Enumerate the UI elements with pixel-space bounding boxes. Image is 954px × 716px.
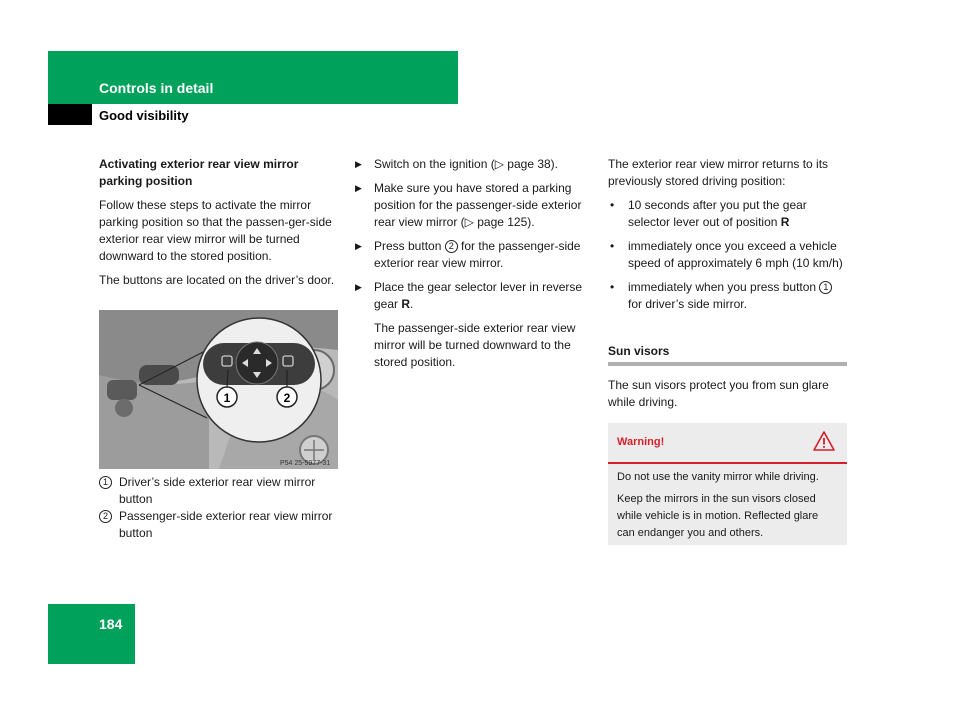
step-1-text: Switch on the ignition (▷ page 38). (374, 157, 559, 171)
sun-visors-heading: Sun visors (608, 344, 670, 358)
legend-item-1 (99, 474, 335, 508)
warning-title: Warning! (617, 436, 665, 448)
warning-triangle-icon (813, 431, 835, 451)
svg-text:1: 1 (223, 391, 231, 405)
section-rule (608, 362, 847, 366)
bullet-3-text-a: immediately when you press button (628, 280, 820, 294)
warning-box (608, 423, 847, 545)
callout-1-icon: 1 (819, 281, 832, 294)
column-1 (99, 156, 335, 289)
page-number-band (48, 604, 135, 664)
step-4-text: Place the gear selector lever in reverse gear (374, 280, 583, 311)
step-3 (355, 238, 595, 272)
subsection-title: Good visibility (99, 108, 189, 123)
illustration-legend (99, 474, 335, 542)
legend-item-2 (99, 508, 335, 542)
step-2 (355, 180, 595, 231)
intro-paragraph: Follow these steps to activate the mirror parking position so that the passen-ger-side exterior rear view mirror will be turned downward to the stored position. (99, 198, 332, 263)
bullet-dot-icon: • (610, 198, 615, 212)
mirror-parking-heading: Activating exterior rear view mirror parking position (99, 157, 299, 188)
reverse-gear-label: R (401, 297, 411, 311)
bullet-1-text: 10 seconds after you put the gear selector lever out of position (628, 198, 807, 229)
page-number: 184 (99, 616, 123, 632)
column-2 (355, 156, 595, 371)
legend-text-1: Driver’s side exterior rear view mirror button (119, 475, 316, 506)
bullet-2 (608, 238, 848, 272)
step-3-text-a: Press button (374, 239, 445, 253)
callout-2-icon: 2 (99, 510, 112, 523)
step-3-text-b: for the passenger-side exterior rear view mirror. (374, 239, 581, 270)
legend-text-2: Passenger-side exterior rear view mirror button (119, 509, 333, 540)
arrow-bullet-icon: ▶ (355, 183, 362, 193)
callout-1-icon: 1 (99, 476, 112, 489)
step-result: The passenger-side exterior rear view mirror will be turned downward to the stored position. (374, 321, 576, 369)
sun-visors-header (608, 344, 847, 366)
bullet-3 (608, 279, 848, 313)
arrow-bullet-icon: ▶ (355, 282, 362, 292)
step-4 (355, 279, 595, 313)
warning-line-1: Do not use the vanity mirror while driving. (617, 471, 819, 483)
mirror-buttons-illustration (99, 310, 338, 469)
bullet-2-text: immediately once you exceed a vehicle speed of approximately 6 mph (10 km/h) (628, 239, 843, 270)
warning-line-2: Keep the mirrors in the sun visors closed while vehicle is in motion. Reflected glare can endanger you and others. (617, 493, 819, 539)
bullet-dot-icon: • (610, 239, 615, 253)
callout-2-icon: 2 (445, 240, 458, 253)
section-title: Controls in detail (99, 80, 214, 96)
svg-text:2: 2 (283, 391, 291, 405)
arrow-bullet-icon: ▶ (355, 159, 362, 169)
header-marker (48, 104, 92, 125)
button-location-paragraph: The buttons are located on the driver’s door. (99, 273, 335, 287)
return-intro: The exterior rear view mirror returns to its previously stored driving position: (608, 157, 829, 188)
bullet-dot-icon: • (610, 280, 615, 294)
header-band (48, 51, 458, 104)
warning-body (608, 464, 847, 542)
step-1 (355, 156, 595, 173)
bullet-3-text-b: for driver’s side mirror. (628, 297, 747, 311)
arrow-bullet-icon: ▶ (355, 241, 362, 251)
warning-header (608, 423, 847, 464)
bullet-1 (608, 197, 848, 231)
step-4-end: . (410, 297, 414, 311)
position-r-label: R (780, 215, 790, 229)
image-code: P54 25-5977-31 (280, 460, 331, 467)
column-3 (608, 156, 848, 313)
step-2-text: Make sure you have stored a parking position for the passenger-side exterior rear view mirror (▷ page 125). (374, 181, 582, 229)
sun-visors-text: The sun visors protect you from sun glare while driving. (608, 378, 829, 409)
